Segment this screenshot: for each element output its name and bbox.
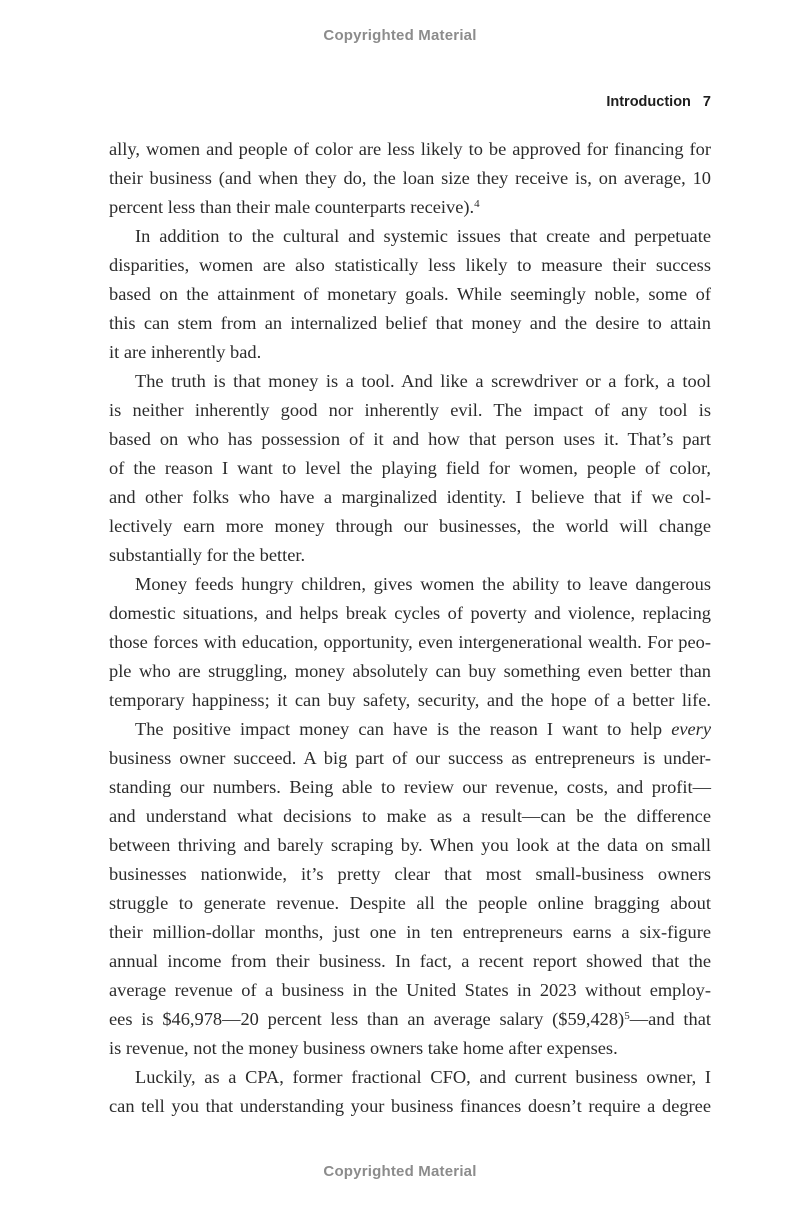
text-line: and understand what decisions to make as a result—can be the difference [109,806,711,826]
footnote-ref-5: 5 [624,1010,630,1022]
body-text [109,135,711,1121]
emphasis-every: every [671,719,711,739]
text-line: their business (and when they do, the loan size they receive is, on average, 10 [109,168,711,188]
text-line: and other folks who have a marginalized identity. I believe that if we col- [109,487,711,507]
text-line: temporary happiness; it can buy safety, security, and the hope of a better life. [109,690,711,710]
text-line: The truth is that money is a tool. And like a screwdriver or a fork, a tool [135,371,711,391]
text-line: ple who are struggling, money absolutely can buy something even better than [109,661,711,681]
text-line: substantially for the better. [109,545,306,565]
text-line: ally, women and people of color are less likely to be approved for financing for [109,139,711,159]
chapter-title: Introduction [606,94,691,110]
text-line: is neither inherently good nor inherently evil. The impact of any tool is [109,400,711,420]
page-number: 7 [702,94,711,110]
text-line-part: The positive impact money can have is the reason I want to help [135,719,672,739]
copyright-watermark-top: Copyrighted Material [323,27,477,44]
text-line: their million-dollar months, just one in ten entrepreneurs earns a six-figure [109,922,711,942]
text-line-part: percent less than their male counterparts receive). [109,197,475,217]
running-head [606,94,711,110]
text-line: of the reason I want to level the playing field for women, people of color, [109,458,711,478]
text-line: Money feeds hungry children, gives women the ability to leave dangerous [135,574,711,594]
text-line-part: —and that [629,1009,711,1029]
copyright-watermark-bottom: Copyrighted Material [323,1163,477,1180]
text-line [109,715,711,744]
text-line: based on who has possession of it and how that person uses it. That’s part [109,429,711,449]
text-line: disparities, women are also statistically less likely to measure their success [109,255,711,275]
text-line: those forces with education, opportunity, even intergenerational wealth. For peo- [109,632,711,652]
text-line: this can stem from an internalized belief that money and the desire to attain [109,313,711,333]
text-line: In addition to the cultural and systemic issues that create and perpetuate [135,226,711,246]
text-line [109,193,711,222]
text-line: is revenue, not the money business owners take home after expenses. [109,1038,618,1058]
text-line-part: ees is $46,978—20 percent less than an average salary ($59,428) [109,1009,625,1029]
text-line: businesses nationwide, it’s pretty clear that most small-business owners [109,864,711,884]
text-line [109,1005,711,1034]
text-line: standing our numbers. Being able to review our revenue, costs, and profit— [109,777,711,797]
text-line: annual income from their business. In fact, a recent report showed that the [109,951,711,971]
text-line: business owner succeed. A big part of our success as entrepreneurs is under- [109,748,711,768]
text-line: between thriving and barely scraping by. When you look at the data on small [109,835,711,855]
text-line: domestic situations, and helps break cycles of poverty and violence, replacing [109,603,711,623]
text-line: it are inherently bad. [109,342,262,362]
footnote-ref-4: 4 [474,198,480,210]
text-line: lectively earn more money through our businesses, the world will change [109,516,711,536]
text-line: based on the attainment of monetary goals. While seemingly noble, some of [109,284,711,304]
text-line: struggle to generate revenue. Despite all the people online bragging about [109,893,711,913]
text-line: Luckily, as a CPA, former fractional CFO, and current business owner, I [135,1067,711,1087]
text-line: can tell you that understanding your business finances doesn’t require a degree [109,1096,711,1116]
text-line: average revenue of a business in the United States in 2023 without employ- [109,980,711,1000]
